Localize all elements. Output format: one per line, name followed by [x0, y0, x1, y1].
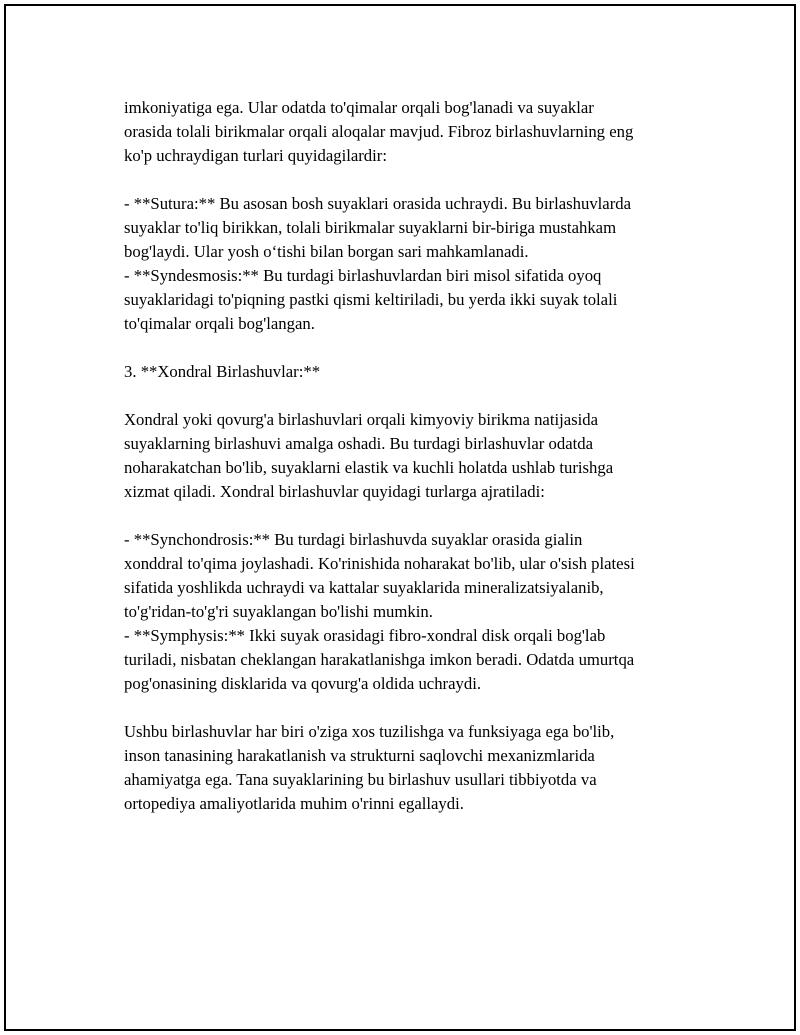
paragraph-spacer [124, 168, 694, 192]
text-line: suyaklarning birlashuvi amalga oshadi. Bu turdagi birlashuvlar odatda [124, 434, 593, 453]
text-line: ortopediya amaliyotlarida muhim o'rinni egallaydi. [124, 794, 464, 813]
paragraph-cartilaginous-types [124, 528, 694, 696]
paragraph-fibrous-intro [124, 96, 694, 168]
text-line: Xondral yoki qovurg'a birlashuvlari orqali kimyoviy birikma natijasida [124, 410, 599, 429]
text-line: noharakatchan bo'lib, suyaklarni elastik va kuchli holatda ushlab turishga [124, 458, 614, 477]
text-line: ahamiyatga ega. Tana suyaklarining bu birlashuv usullari tibbiyotda va [124, 770, 597, 789]
document-body [124, 96, 694, 816]
text-line: - **Sutura:** Bu asosan bosh suyaklari orasida uchraydi. Bu birlashuvlarda [124, 194, 632, 213]
page-border [4, 4, 796, 1031]
text-line: orasida tolali birikmalar orqali aloqalar mavjud. Fibroz birlashuvlarning eng [124, 122, 634, 141]
text-line: inson tanasining harakatlanish va strukturni saqlovchi mexanizmlarida [124, 746, 595, 765]
paragraph-spacer [124, 696, 694, 720]
paragraph-spacer [124, 504, 694, 528]
text-line: xonddral to'qima joylashadi. Ko'rinishida noharakat bo'lib, ular o'sish platesi [124, 554, 635, 573]
text-line: - **Synchondrosis:** Bu turdagi birlashuvda suyaklar orasida gialin [124, 530, 583, 549]
text-line: sifatida yoshlikda uchraydi va kattalar suyaklarida mineralizatsiyalanib, [124, 578, 604, 597]
paragraph-spacer [124, 336, 694, 360]
text-line: xizmat qiladi. Xondral birlashuvlar quyidagi turlarga ajratiladi: [124, 482, 545, 501]
text-line: 3. **Xondral Birlashuvlar:** [124, 362, 321, 381]
text-line: turiladi, nisbatan cheklangan harakatlanishga imkon beradi. Odatda umurtqa [124, 650, 635, 669]
text-line: Ushbu birlashuvlar har biri o'ziga xos tuzilishga va funksiyaga ega bo'lib, [124, 722, 615, 741]
text-line: to'qimalar orqali bog'langan. [124, 314, 315, 333]
paragraph-conclusion [124, 720, 694, 816]
text-line: to'g'ridan-to'g'ri suyaklangan bo'lishi mumkin. [124, 602, 433, 621]
text-line: imkoniyatiga ega. Ular odatda to'qimalar orqali bog'lanadi va suyaklar [124, 98, 594, 117]
text-line: suyaklar to'liq birikkan, tolali birikmalar suyaklarni bir-biriga mustahkam [124, 218, 617, 237]
text-line: bog'laydi. Ular yosh o‘tishi bilan borgan sari mahkamlanadi. [124, 242, 529, 261]
text-line: pog'onasining disklarida va qovurg'a oldida uchraydi. [124, 674, 481, 693]
text-line: suyaklaridagi to'piqning pastki qismi keltiriladi, bu yerda ikki suyak tolali [124, 290, 618, 309]
paragraph-cartilaginous-intro [124, 408, 694, 504]
text-line: - **Symphysis:** Ikki suyak orasidagi fibro-xondral disk orqali bog'lab [124, 626, 606, 645]
paragraph-fibrous-types [124, 192, 694, 336]
text-line: - **Syndesmosis:** Bu turdagi birlashuvlardan biri misol sifatida oyoq [124, 266, 602, 285]
text-line: ko'p uchraydigan turlari quyidagilardir: [124, 146, 387, 165]
paragraph-spacer [124, 384, 694, 408]
section-heading [124, 360, 694, 384]
